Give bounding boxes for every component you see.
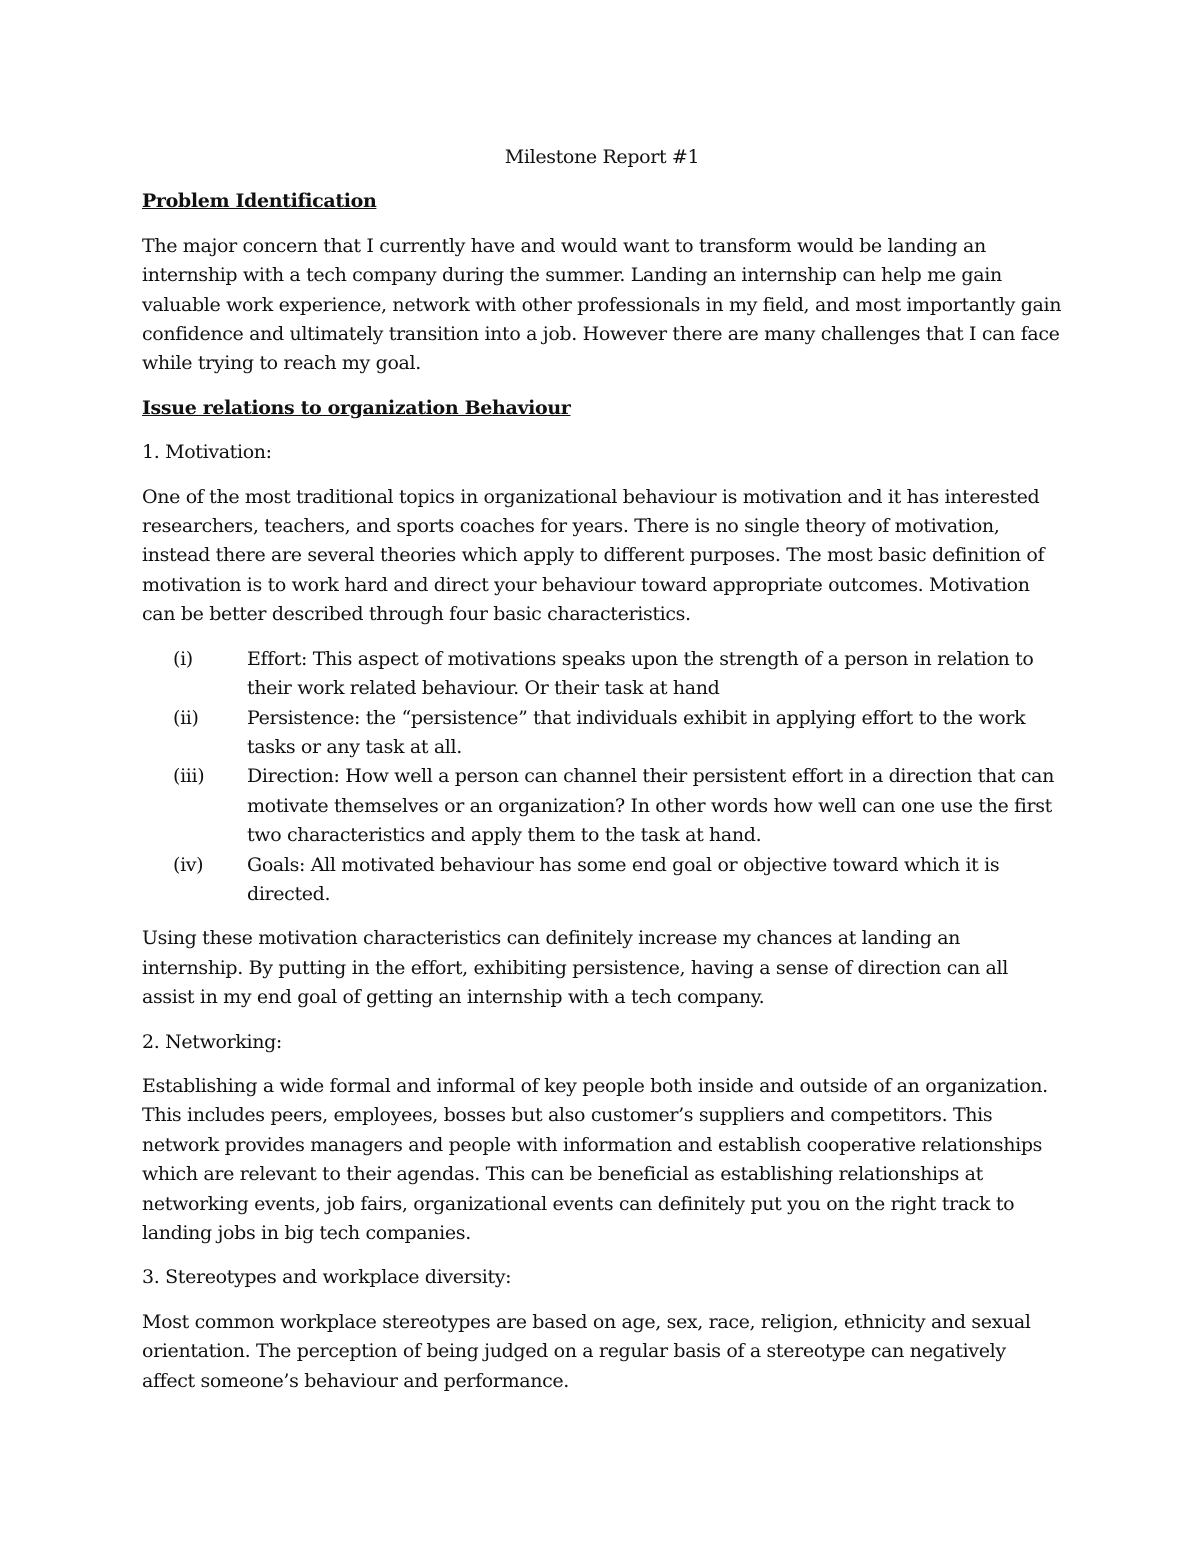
list-item-number: (iv) (173, 853, 204, 876)
motivation-conclusion-paragraph: Using these motivation characteristics can definitely increase my chances at landing an internship. By putting in the effort, exhibiting persistence, having a sense of direction can all assist in my end goal of getting an internship with a tech company. (142, 927, 1008, 1009)
networking-paragraph: Establishing a wide formal and informal of key people both inside and outside of an organization. This includes peers, employees, bosses but also customer’s suppliers and competitors. This network provides managers and people with information and establish cooperative relationships which are relevant to their agendas. This can be beneficial as establishing relationships at networking events, job fairs, organizational events can definitely put you on the right track to landing jobs in big tech companies. (142, 1074, 1048, 1244)
motivation-intro-paragraph: One of the most traditional topics in organizational behaviour is motivation and it has interested researchers, teachers, and sports coaches for years. There is no single theory of motivation, instead there are several theories which apply to different purposes. The most basic definition of motivation is to work hard and direct your behaviour toward appropriate outcomes. Motivation can be better described through four basic characteristics. (142, 485, 1045, 626)
list-item-text: Goals: All motivated behaviour has some end goal or objective toward which it is directed. (247, 853, 1000, 905)
issue-relations-heading: Issue relations to organization Behaviour (142, 396, 571, 419)
stereotypes-paragraph: Most common workplace stereotypes are based on age, sex, race, religion, ethnicity and sexual orientation. The perception of being judged on a regular basis of a stereotype can negatively affect someone’s behaviour and performance. (142, 1310, 1031, 1392)
list-item (142, 851, 1062, 910)
stereotypes-subhead: 3. Stereotypes and workplace diversity: (142, 1266, 512, 1289)
list-item-number: (iii) (173, 765, 205, 788)
document-page (142, 143, 1062, 1411)
motivation-characteristics-list (142, 645, 1062, 910)
list-item-number: (ii) (173, 706, 199, 729)
document-title: Milestone Report #1 (504, 146, 700, 168)
list-item (142, 704, 1062, 763)
list-item-text: Direction: How well a person can channel their persistent effort in a direction that can motivate themselves or an organization? In other words how well can one use the first two characteristics and apply them to the task at hand. (247, 765, 1055, 847)
list-item-text: Persistence: the “persistence” that individuals exhibit in applying effort to the work tasks or any task at all. (247, 706, 1026, 758)
problem-identification-paragraph: The major concern that I currently have and would want to transform would be landing an internship with a tech company during the summer. Landing an internship can help me gain valuable work experience, network with other professionals in my field, and most importantly gain confidence and ultimately transition into a job. However there are many challenges that I can face while trying to reach my goal. (142, 234, 1062, 375)
list-item (142, 645, 1062, 704)
list-item (142, 762, 1062, 850)
problem-identification-heading: Problem Identification (142, 190, 377, 213)
motivation-subhead: 1. Motivation: (142, 441, 272, 464)
networking-subhead: 2. Networking: (142, 1030, 282, 1053)
list-item-text: Effort: This aspect of motivations speaks upon the strength of a person in relation to their work related behaviour. Or their task at hand (247, 647, 1034, 700)
list-item-number: (i) (173, 647, 193, 670)
